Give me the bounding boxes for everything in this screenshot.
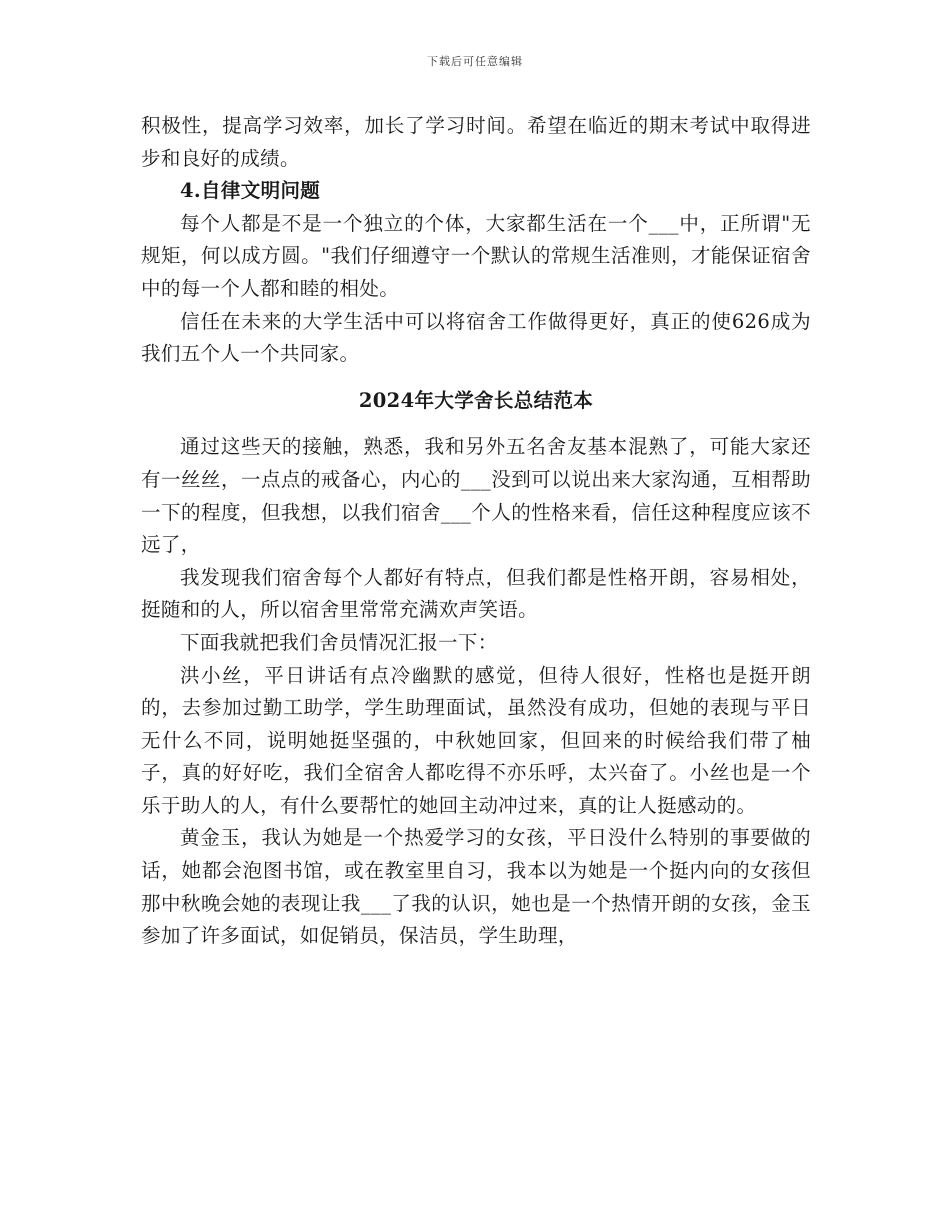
- article-paragraph: 黄金玉，我认为她是一个热爱学习的女孩，平日没什么特别的事要做的话，她都会泡图书馆，或在教室里自习，我本以为她是一个挺内向的女孩但那中秋晚会她的表现让我___了我的认识，她也是一个热情开朗的女孩，金玉参加了许多面试，如促销员，保洁员，学生助理，: [141, 826, 811, 948]
- section-paragraph: 信任在未来的大学生活中可以将宿舍工作做得更好，真正的使626成为我们五个人一个共同家。: [141, 309, 811, 366]
- article-paragraph: 下面我就把我们舍员情况汇报一下：: [180, 630, 498, 654]
- article-paragraph: 我发现我们宿舍每个人都好有特点，但我们都是性格开朗，容易相处，挺随和的人，所以宿舍里常常充满欢声笑语。: [141, 565, 811, 622]
- document-body: [141, 110, 811, 953]
- continued-paragraph: 积极性，提高学习效率，加长了学习时间。希望在临近的期末考试中取得进步和良好的成绩。: [141, 114, 811, 170]
- article-paragraph: 通过这些天的接触，熟悉，我和另外五名舍友基本混熟了，可能大家还有一丝丝，一点点的戒备心，内心的___没到可以说出来大家沟通，互相帮助一下的程度，但我想，以我们宿舍___个人的性格来看，信任这种程度应该不远了，: [141, 435, 811, 557]
- article-paragraph: 洪小丝，平日讲话有点冷幽默的感觉，但待人很好，性格也是挺开朗的，去参加过勤工助学，学生助理面试，虽然没有成功，但她的表现与平日无什么不同，说明她挺坚强的，中秋她回家，但回来的时候给我们带了柚子，真的好好吃，我们全宿舍人都吃得不亦乐呼，太兴奋了。小丝也是一个乐于助人的人，有什么要帮忙的她回主动冲过来，真的让人挺感动的。: [141, 663, 811, 817]
- section-paragraph: 每个人都是不是一个独立的个体，大家都生活在一个___中，正所谓"无规矩，何以成方圆。"我们仔细遵守一个默认的常规生活准则，才能保证宿舍中的每一个人都和睦的相处。: [141, 211, 811, 300]
- article-title: 2024年大学舍长总结范本: [358, 388, 594, 412]
- page-header-note: 下载后可任意编辑: [427, 55, 523, 68]
- section-heading: 4.自律文明问题: [180, 179, 321, 203]
